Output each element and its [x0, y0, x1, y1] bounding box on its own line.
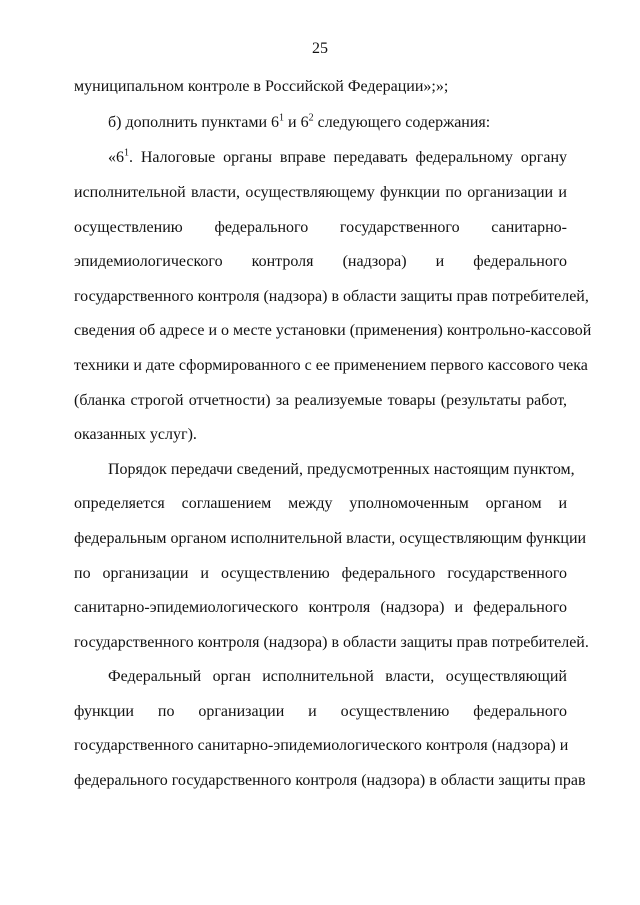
- text-fragment: б) дополнить пунктами 6: [108, 114, 280, 131]
- text-line: по организации и осуществлению федерального государственного: [74, 565, 567, 582]
- text-line: техники и дате сформированного с ее применением первого кассового чека: [74, 357, 588, 374]
- text-line: осуществлению федерального государственного санитарно-: [74, 219, 567, 236]
- superscript: 2: [308, 112, 314, 124]
- text-line: определяется соглашением между уполномоченным органом и: [74, 495, 567, 512]
- text-line: государственного контроля (надзора) в области защиты прав потребителей.: [74, 634, 589, 651]
- superscript: 1: [279, 112, 285, 124]
- page-number: 25: [312, 40, 328, 57]
- text-line: Федеральный орган исполнительной власти, осуществляющий: [108, 668, 567, 685]
- text-line: Порядок передачи сведений, предусмотренных настоящим пунктом,: [108, 461, 575, 478]
- superscript: 1: [124, 147, 129, 159]
- text-line: исполнительной власти, осуществляющему функции по организации и: [74, 184, 567, 201]
- text-fragment: «6: [108, 149, 124, 166]
- text-line: [74, 148, 567, 168]
- text-line: функции по организации и осуществлению федерального: [74, 703, 567, 720]
- text-line: сведения об адресе и о месте установки (применения) контрольно-кассовой: [74, 322, 592, 339]
- text-line: федерального государственного контроля (надзора) в области защиты прав: [74, 772, 586, 789]
- text-line: (бланка строгой отчетности) за реализуемые товары (результаты работ,: [74, 392, 567, 409]
- text-fragment: . Налоговые органы вправе передавать федеральному органу: [129, 149, 567, 166]
- text-line: государственного санитарно-эпидемиологического контроля (надзора) и: [74, 737, 569, 754]
- text-line: эпидемиологического контроля (надзора) и федерального: [74, 253, 567, 270]
- text-fragment: следующего содержания:: [313, 114, 491, 131]
- text-line: оказанных услуг).: [74, 426, 197, 443]
- text-fragment: и 6: [284, 114, 309, 131]
- text-line: санитарно-эпидемиологического контроля (надзора) и федерального: [74, 599, 567, 616]
- text-line: муниципальном контроле в Российской Федерации»;»;: [74, 78, 449, 95]
- text-line: государственного контроля (надзора) в области защиты прав потребителей,: [74, 288, 589, 305]
- text-line: [74, 113, 567, 133]
- text-line: федеральным органом исполнительной власти, осуществляющим функции: [74, 530, 587, 547]
